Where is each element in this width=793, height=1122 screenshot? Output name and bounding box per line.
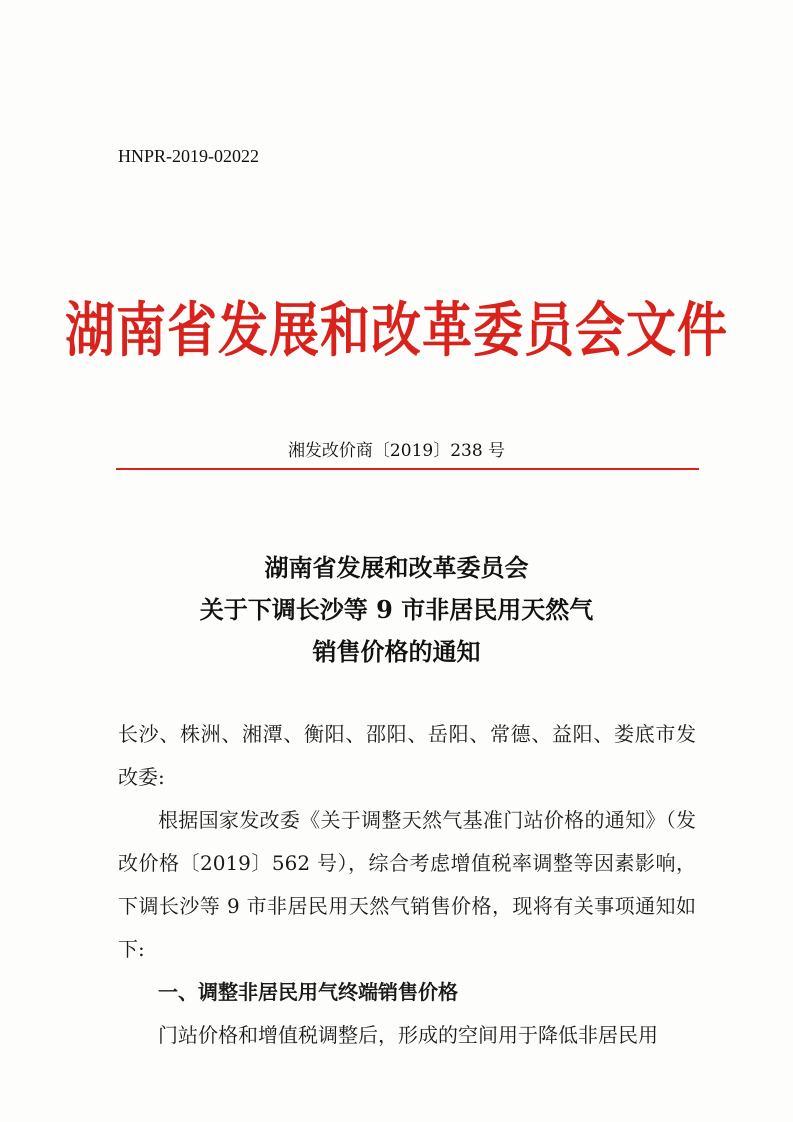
title-line-3: 销售价格的通知 xyxy=(312,637,481,666)
document-body xyxy=(118,713,696,1057)
body-paragraph-1: 根据国家发改委《关于调整天然气基准门站价格的通知》（发改价格〔2019〕562 号），综合考虑增值税率调整等因素影响，下调长沙等 9 市非居民用天然气销售价格，现将有关事项通知如下: xyxy=(118,808,696,961)
addressee-line: 长沙、株洲、湘潭、衡阳、邵阳、岳阳、常德、益阳、娄底市发改委: xyxy=(118,722,696,789)
section-heading-1: 一、调整非居民用气终端销售价格 xyxy=(158,980,458,1004)
red-divider-rule xyxy=(116,468,699,470)
notice-title xyxy=(0,547,793,673)
document-number: 湘发改价商〔2019〕238 号 xyxy=(287,441,506,461)
title-line-2: 关于下调长沙等 9 市非居民用天然气 xyxy=(199,595,594,624)
masthead-title: 湖南省发展和改革委员会文件 xyxy=(65,295,728,365)
body-paragraph-2: 门站价格和增值税调整后，形成的空间用于降低非居民用 xyxy=(158,1023,658,1047)
document-code: HNPR-2019-02022 xyxy=(118,146,260,166)
title-line-1: 湖南省发展和改革委员会 xyxy=(264,553,529,582)
